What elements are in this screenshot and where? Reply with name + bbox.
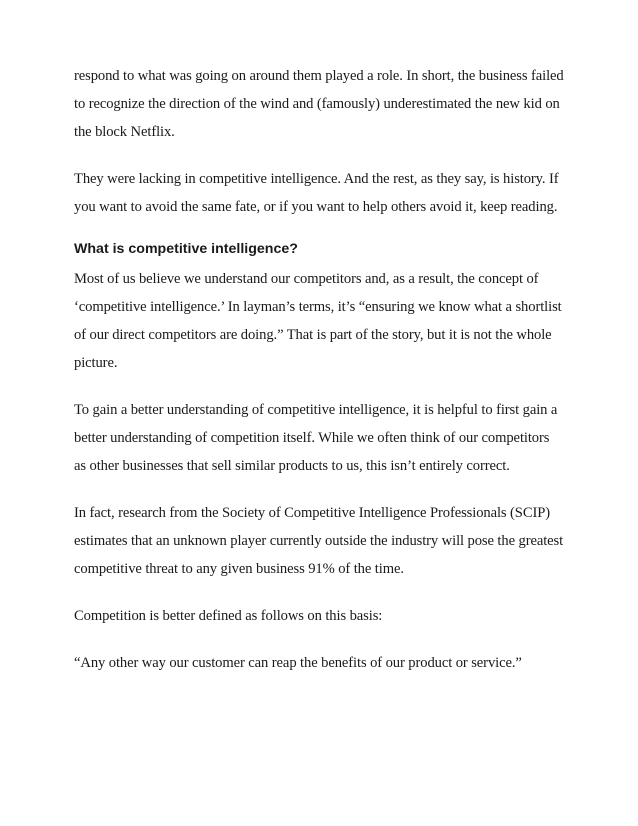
- section-heading: What is competitive intelligence?: [74, 241, 298, 257]
- paragraph-competitor-belief: Most of us believe we understand our competitors and, as a result, the concept of ‘competitive intelligence.’ In layman’s terms, it’s “ensuring we know what a shortlist of our direct competitors are doing.” That is part of the story, but it is not the whole picture.: [74, 271, 562, 371]
- document-page: [74, 62, 564, 696]
- paragraph-definition-quote: “Any other way our customer can reap the benefits of our product or service.”: [74, 655, 522, 671]
- paragraph-understanding-competition: To gain a better understanding of competitive intelligence, it is helpful to first gain a better understanding of competition itself. While we often think of our competitors as other businesses that sell similar products to us, this isn’t entirely correct.: [74, 402, 558, 474]
- paragraph-intro-continuation: respond to what was going on around them played a role. In short, the business failed to recognize the direction of the wind and (famously) underestimated the new kid on the block Netflix.: [74, 68, 564, 140]
- paragraph-scip-research: In fact, research from the Society of Competitive Intelligence Professionals (SCIP) estimates that an unknown player currently outside the industry will pose the greatest competitive threat to any given business 91% of the time.: [74, 505, 564, 577]
- paragraph-lacking-intelligence: They were lacking in competitive intelligence. And the rest, as they say, is history. If you want to avoid the same fate, or if you want to help others avoid it, keep reading.: [74, 171, 559, 215]
- paragraph-competition-definition-intro: Competition is better defined as follows on this basis:: [74, 608, 383, 624]
